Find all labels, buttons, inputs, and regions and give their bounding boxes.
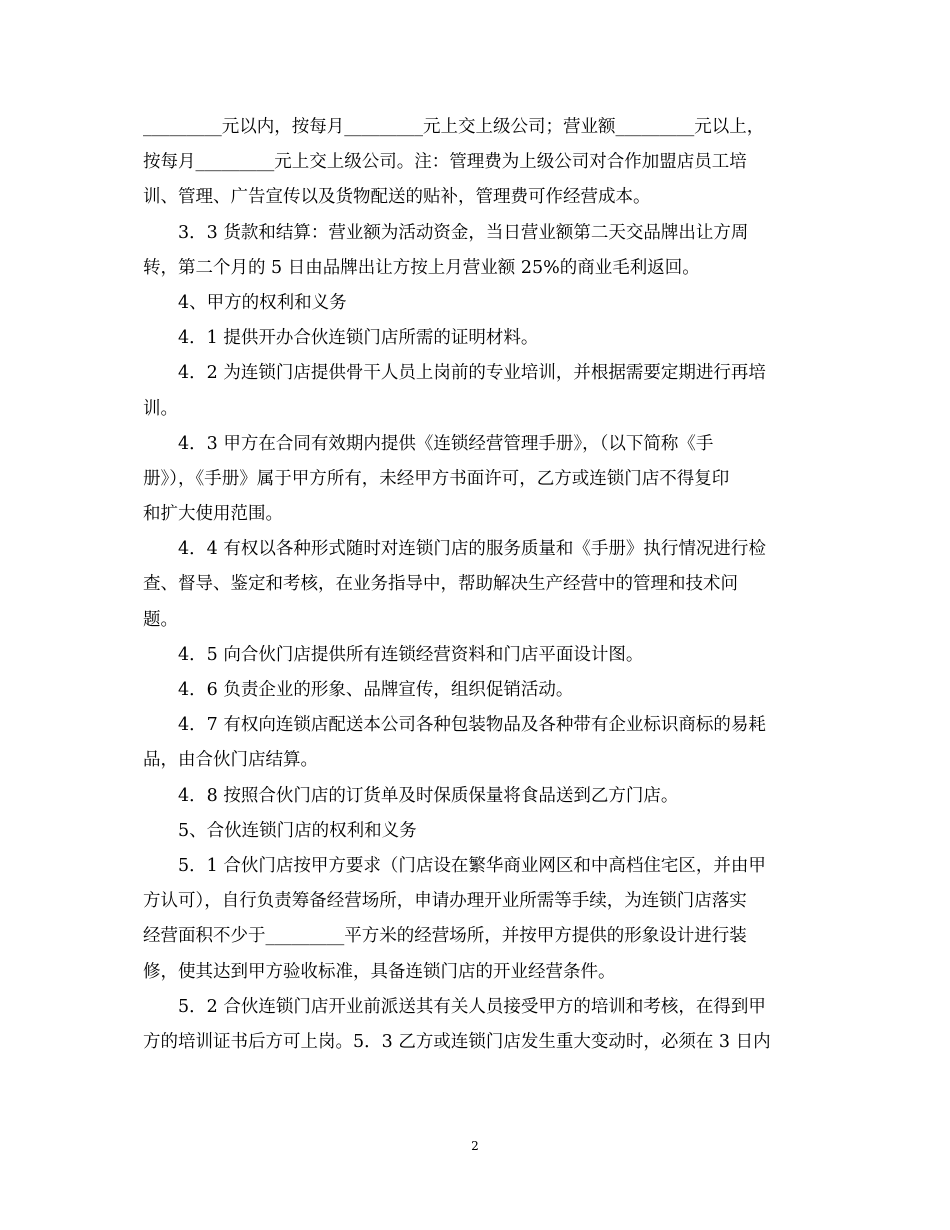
text-line-12: 和扩大使用范围。 xyxy=(143,504,283,525)
text-line-18: 4．7 有权向连锁店配送本公司各种包装物品及各种带有企业标识商标的易耗 xyxy=(178,715,766,736)
text-line-27: 方的培训证书后方可上岗。5．3 乙方或连锁门店发生重大变动时，必须在 3 日内 xyxy=(143,1031,771,1052)
text-line-19: 品，由合伙门店结算。 xyxy=(143,750,318,771)
document-body xyxy=(143,110,815,1060)
text-line-1: _________元以内，按每月_________元上交上级公司；营业额_________元以上， xyxy=(143,117,765,137)
text-line-26: 5．2 合伙连锁门店开业前派送其有关人员接受甲方的培训和考核，在得到甲 xyxy=(178,996,766,1017)
text-line-22: 5．1 合伙门店按甲方要求（门店设在繁华商业网区和中高档住宅区，并由甲 xyxy=(178,855,766,876)
text-line-4: 3．3 货款和结算：营业额为活动资金，当日营业额第二天交品牌出让方周 xyxy=(178,222,749,243)
text-line-24: 经营面积不少于_________平方米的经营场所，并按甲方提供的形象设计进行装 xyxy=(143,926,747,947)
section-heading-5: 5、合伙连锁门店的权利和义务 xyxy=(178,820,417,841)
text-line-3: 训、管理、广告宣传以及货物配送的贴补，管理费可作经营成本。 xyxy=(143,187,651,208)
text-line-7: 4．1 提供开办合伙连锁门店所需的证明材料。 xyxy=(178,328,539,349)
text-line-17: 4．6 负责企业的形象、品牌宣传，组织促销活动。 xyxy=(178,680,574,700)
text-line-8: 4．2 为连锁门店提供骨干人员上岗前的专业培训，并根据需要定期进行再培 xyxy=(178,363,766,384)
text-line-11: 册》），《手册》属于甲方所有，未经甲方书面许可，乙方或连锁门店不得复印 xyxy=(143,468,730,489)
text-line-16: 4．5 向合伙门店提供所有连锁经营资料和门店平面设计图。 xyxy=(178,644,644,665)
text-line-9: 训。 xyxy=(143,398,178,419)
text-line-14: 查、督导、鉴定和考核，在业务指导中，帮助解决生产经营中的管理和技术问 xyxy=(143,574,738,595)
text-line-5: 转，第二个月的 5 日由品牌出让方按上月营业额 25%的商业毛利返回。 xyxy=(143,257,700,278)
text-line-25: 修，使其达到甲方验收标准，具备连锁门店的开业经营条件。 xyxy=(143,961,616,982)
text-line-2: 按每月_________元上交上级公司。注：管理费为上级公司对合作加盟店员工培 xyxy=(143,152,747,173)
section-heading-4: 4、甲方的权利和义务 xyxy=(178,292,347,313)
text-line-10: 4．3 甲方在合同有效期内提供《连锁经营管理手册》，（以下简称《手 xyxy=(178,433,714,454)
page-number: 2 xyxy=(471,1139,479,1153)
text-line-13: 4．4 有权以各种形式随时对连锁门店的服务质量和《手册》执行情况进行检 xyxy=(178,539,766,560)
text-line-20: 4．8 按照合伙门店的订货单及时保质保量将食品送到乙方门店。 xyxy=(178,785,679,806)
text-line-23: 方认可），自行负责筹备经营场所，申请办理开业所需等手续，为连锁门店落实 xyxy=(143,891,747,912)
text-line-15: 题。 xyxy=(143,609,178,630)
